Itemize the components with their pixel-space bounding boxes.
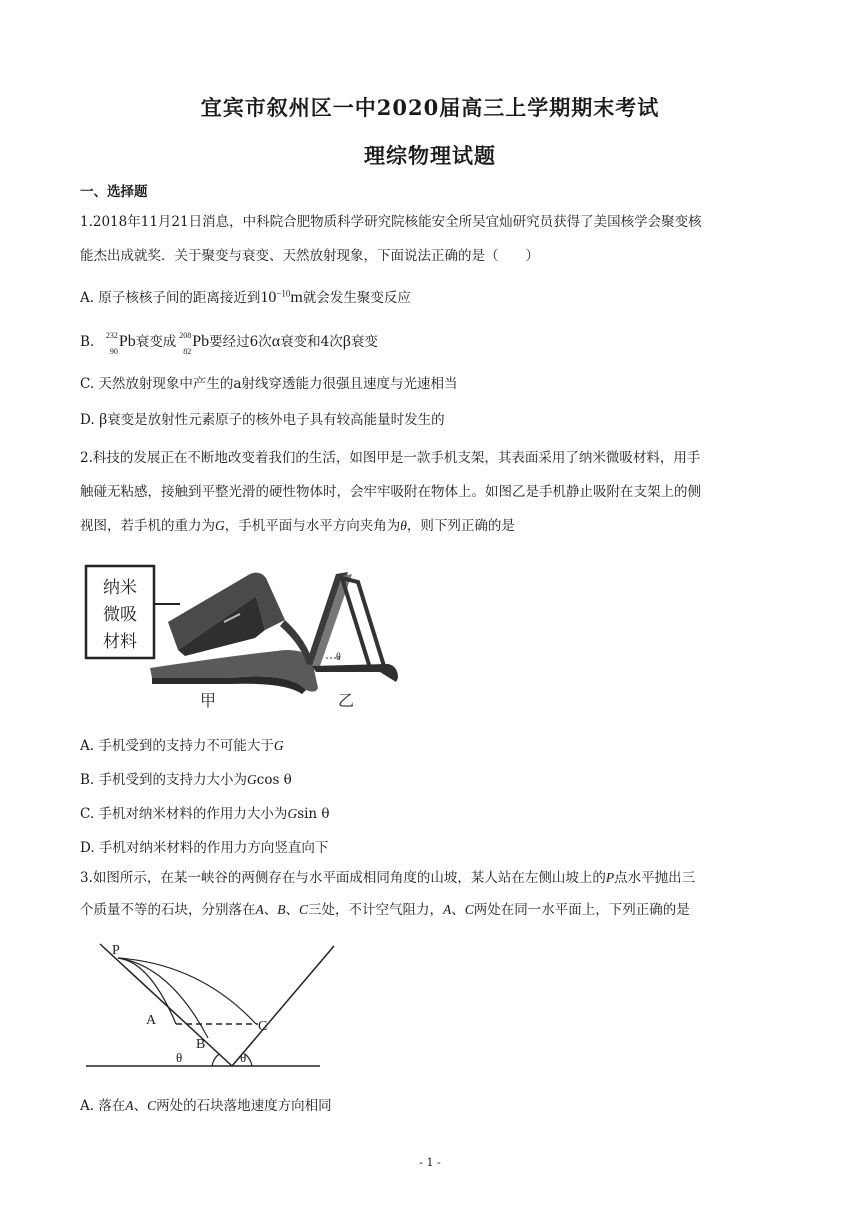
trajectory-to-c <box>118 958 256 1024</box>
section-heading: 一、选择题 <box>80 184 148 200</box>
nuclide-pb232: 232 90 <box>105 330 118 356</box>
q2-option-d: D. 手机对纳米材料的作用力方向竖直向下 <box>80 840 329 856</box>
page-subtitle: 理综物理试题 <box>364 143 496 168</box>
caption-yi: 乙 <box>337 691 355 710</box>
label-c: C <box>258 1019 268 1034</box>
q2-option-c: C. 手机对纳米材料的作用力大小为Gsin θ <box>80 806 330 822</box>
q3-option-a: A. 落在A、C两处的石块落地速度方向相同 <box>80 1098 332 1114</box>
label-box-line3: 材料 <box>103 632 137 652</box>
label-p: P <box>112 943 120 958</box>
right-slope <box>232 946 334 1066</box>
caption-jia: 甲 <box>199 691 217 710</box>
q2-option-a: A. 手机受到的支持力不可能大于G <box>80 738 284 754</box>
q1-option-d: D. β衰变是放射性元素原子的核外电子具有较高能量时发生的 <box>80 411 445 428</box>
q2-option-b: B. 手机受到的支持力大小为Gcos θ <box>80 772 292 788</box>
label-theta-left: θ <box>176 1050 183 1065</box>
q2-stem-line2: 触碰无粘感，接触到平整光滑的硬性物体时，会牢牢吸附在物体上。如图乙是手机静止吸附在支架上的侧 <box>80 484 701 500</box>
q1-option-c: C. 天然放射现象中产生的a射线穿透能力很强且速度与光速相当 <box>80 376 458 392</box>
label-a: A <box>146 1013 157 1028</box>
q2-stem-line1: 2.科技的发展正在不断地改变着我们的生活，如图甲是一款手机支架，其表面采用了纳米微吸材料，用手 <box>80 450 701 466</box>
q3-figure-canyon <box>80 936 340 1076</box>
page-title: 宜宾市叙州区一中2020届高三上学期期末考试 <box>200 95 660 120</box>
nuclide-pb208: 208 82 <box>179 330 192 356</box>
label-b: B <box>196 1037 206 1052</box>
q1-option-b: B. 232 90 Pb衰变成 208 82 Pb要经过6次α衰变和4次β衰变 <box>80 330 378 356</box>
q1-stem-line1: 1.2018年11月21日消息，中科院合肥物质科学研究院核能安全所吴宜灿研究员获得了美国核学会聚变核 <box>80 214 702 230</box>
q1-option-a: A. 原子核核子间的距离接近到$10^{-10}m$就会发生聚变反应 <box>80 288 411 306</box>
q2-stem-line3: 视图，若手机的重力为G，手机平面与水平方向夹角为θ，则下列正确的是 <box>80 518 515 534</box>
label-box-line2: 微吸 <box>103 605 137 625</box>
q1-stem-line2: 能杰出成就奖．关于聚变与衰变、天然放射现象，下面说法正确的是（ ） <box>80 248 539 264</box>
angle-arc-left <box>212 1054 219 1066</box>
stand-yi-theta: θ <box>336 652 341 663</box>
q2-figure-phone-stand <box>80 560 420 720</box>
q3-stem-line2: 个质量不等的石块，分别落在A、B、C三处，不计空气阻力，A、C两处在同一水平面上，下列正确的是 <box>80 902 690 918</box>
label-box-line1: 纳米 <box>103 578 137 598</box>
stand-jia-image <box>150 573 318 694</box>
left-slope <box>100 944 232 1066</box>
q3-stem-line1: 3.如图所示，在某一峡谷的两侧存在与水平面成相同角度的山坡，某人站在左侧山坡上的P点水平抛出三 <box>80 870 696 886</box>
label-theta-right: θ <box>240 1050 247 1065</box>
stand-yi-image <box>306 572 398 682</box>
page-number: - 1 - <box>419 1156 441 1169</box>
